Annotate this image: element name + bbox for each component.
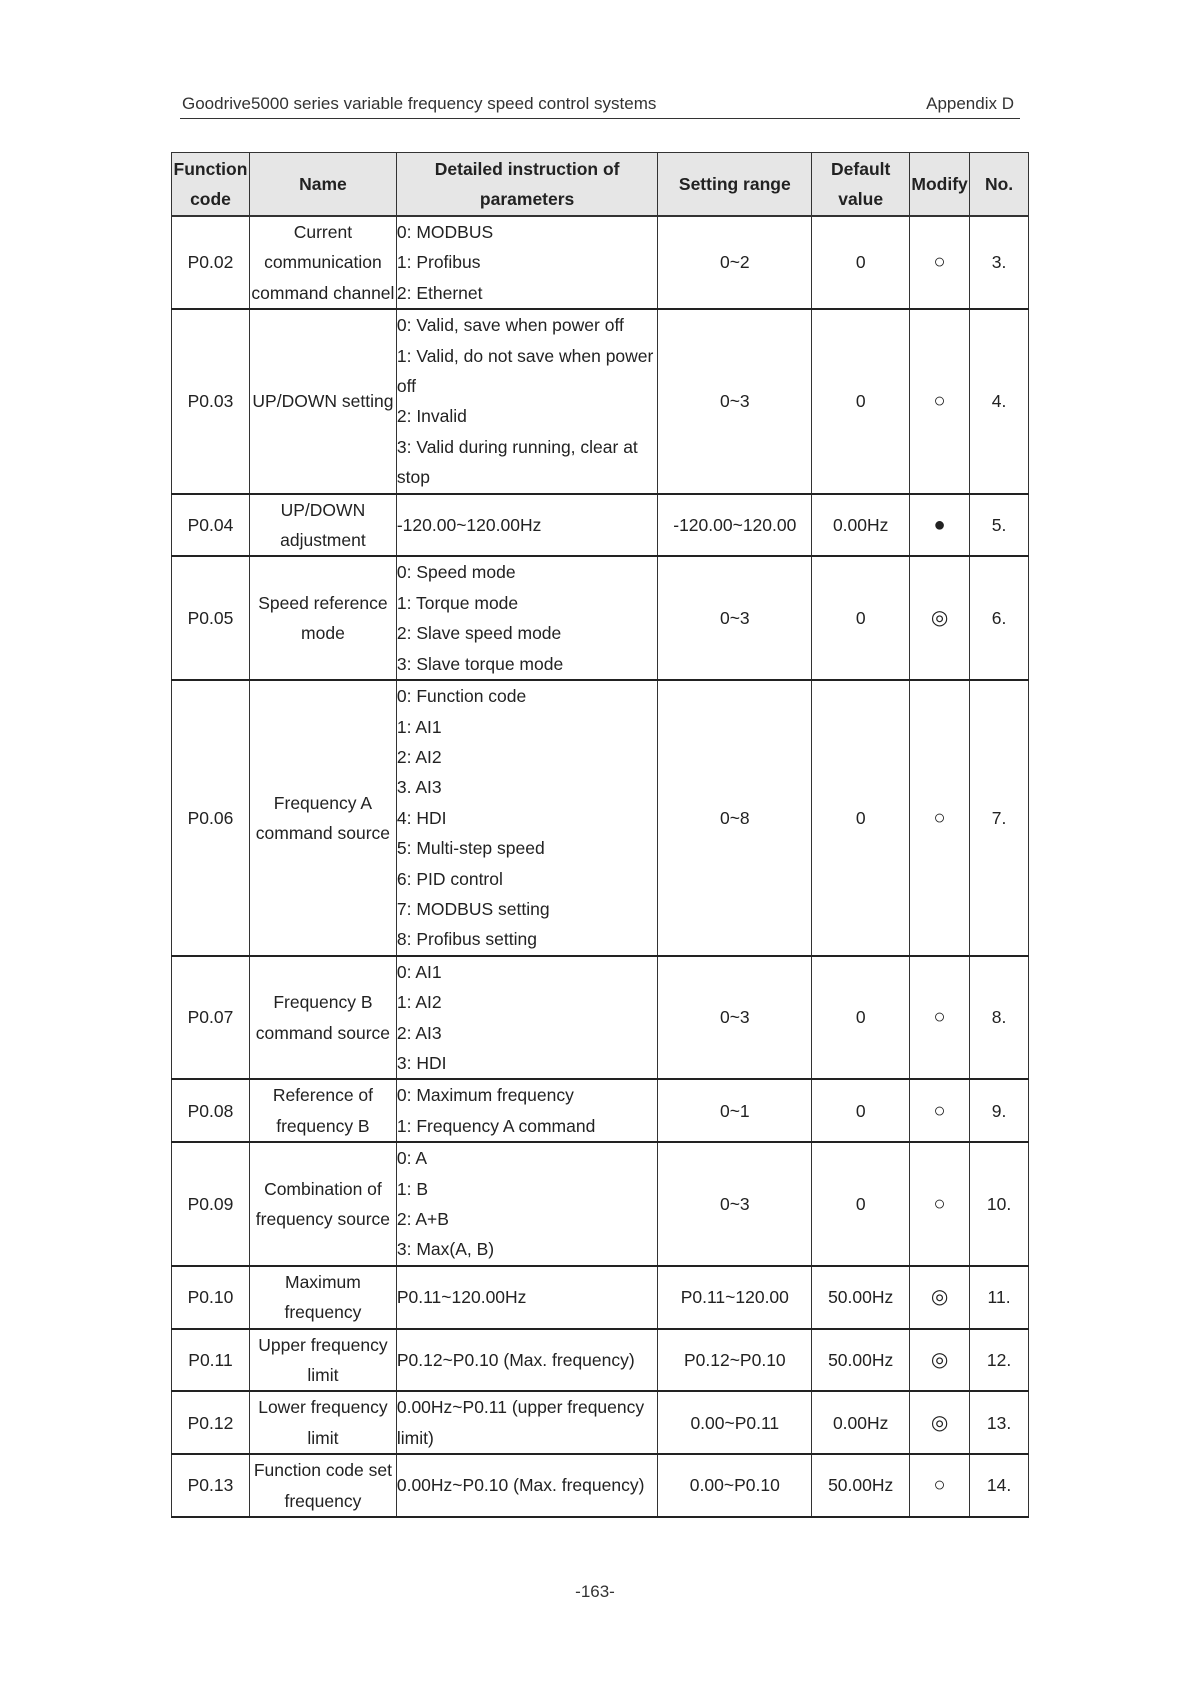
number-cell: 4. — [970, 309, 1029, 493]
detail-option: 3: Valid during running, clear at stop — [396, 436, 638, 488]
default-value-cell: 0 — [812, 1079, 910, 1142]
name-cell: Frequency A command source — [249, 680, 396, 956]
detail-option: 0.00Hz~P0.10 (Max. frequency) — [396, 1475, 645, 1496]
default-value-cell: 0 — [812, 216, 910, 309]
setting-range-cell: 0.00~P0.10 — [658, 1454, 812, 1517]
detail-option: 3: Slave torque mode — [396, 653, 564, 674]
detail-cell — [396, 556, 658, 680]
default-value-cell: 50.00Hz — [812, 1266, 910, 1329]
table-row — [172, 1142, 1029, 1266]
table-row — [172, 1079, 1029, 1142]
detail-cell — [396, 1142, 658, 1266]
detail-option: 7: MODBUS setting — [396, 898, 550, 919]
number-cell: 6. — [970, 556, 1029, 680]
name-cell: Lower frequency limit — [249, 1391, 396, 1454]
name-cell: Function code set frequency — [249, 1454, 396, 1517]
modify-cell — [910, 956, 970, 1080]
function-code-cell: P0.07 — [172, 956, 250, 1080]
modify-cell — [910, 556, 970, 680]
modify-symbol-icon: ○ — [933, 1192, 946, 1215]
default-value-cell: 50.00Hz — [812, 1454, 910, 1517]
detail-option: 1: Profibus — [396, 252, 481, 273]
detail-cell — [396, 1266, 658, 1329]
detail-option: 3. AI3 — [396, 777, 442, 798]
detail-option: 1: AI2 — [396, 992, 442, 1013]
col-header-detail: Detailed instruction of parameters — [396, 153, 658, 217]
detail-cell — [396, 1079, 658, 1142]
number-cell: 8. — [970, 956, 1029, 1080]
name-cell: Speed reference mode — [249, 556, 396, 680]
detail-option: 0: Maximum frequency — [396, 1085, 574, 1106]
modify-cell — [910, 1266, 970, 1329]
detail-option: 1: B — [396, 1178, 428, 1199]
number-cell: 13. — [970, 1391, 1029, 1454]
name-cell: Current communication command channel — [249, 216, 396, 309]
detail-option: 2: AI3 — [396, 1022, 442, 1043]
modify-symbol-icon: ○ — [933, 251, 946, 274]
detail-cell — [396, 309, 658, 493]
setting-range-cell: -120.00~120.00 — [658, 494, 812, 557]
detail-option: 1: Frequency A command — [396, 1115, 596, 1136]
modify-symbol-icon: ◎ — [930, 1348, 949, 1371]
detail-option: 1: AI1 — [396, 716, 442, 737]
number-cell: 7. — [970, 680, 1029, 956]
setting-range-cell: P0.11~120.00 — [658, 1266, 812, 1329]
number-cell: 3. — [970, 216, 1029, 309]
detail-option: 2: A+B — [396, 1209, 449, 1229]
modify-symbol-icon: ● — [933, 513, 946, 536]
detail-option: 4: HDI — [396, 807, 447, 828]
default-value-cell: 0.00Hz — [812, 1391, 910, 1454]
detail-option: 6: PID control — [396, 868, 503, 889]
detail-cell — [396, 956, 658, 1080]
header-title: Goodrive5000 series variable frequency speed control systems — [182, 94, 657, 113]
name-cell: Frequency B command source — [249, 956, 396, 1080]
table-row — [172, 1391, 1029, 1454]
setting-range-cell: 0~3 — [658, 1142, 812, 1266]
function-code-cell: P0.12 — [172, 1391, 250, 1454]
parameter-table — [171, 152, 1029, 1518]
detail-option: 3: HDI — [396, 1052, 447, 1073]
detail-option: 1: Valid, do not save when power off — [396, 345, 654, 397]
detail-option: 0: Speed mode — [396, 562, 516, 583]
name-cell: UP/DOWN setting — [249, 309, 396, 493]
detail-option: P0.12~P0.10 (Max. frequency) — [396, 1349, 635, 1370]
function-code-cell: P0.08 — [172, 1079, 250, 1142]
default-value-cell: 0 — [812, 1142, 910, 1266]
function-code-cell: P0.06 — [172, 680, 250, 956]
modify-cell — [910, 309, 970, 493]
col-header-default: Default value — [812, 153, 910, 217]
name-cell: Combination of frequency source — [249, 1142, 396, 1266]
detail-option: P0.11~120.00Hz — [396, 1287, 527, 1308]
detail-option: 0.00Hz~P0.11 (upper frequency limit) — [396, 1397, 645, 1448]
function-code-cell: P0.04 — [172, 494, 250, 557]
modify-symbol-icon: ○ — [933, 1474, 946, 1497]
detail-option: 8: Profibus setting — [396, 929, 537, 950]
col-header-modify: Modify — [910, 153, 970, 217]
number-cell: 9. — [970, 1079, 1029, 1142]
setting-range-cell: 0~3 — [658, 956, 812, 1080]
number-cell: 12. — [970, 1329, 1029, 1392]
table-row — [172, 680, 1029, 956]
detail-option: 3: Max(A, B) — [396, 1239, 495, 1260]
default-value-cell: 0 — [812, 556, 910, 680]
setting-range-cell: 0~8 — [658, 680, 812, 956]
default-value-cell: 0 — [812, 309, 910, 493]
detail-cell — [396, 680, 658, 956]
detail-option: 0: AI1 — [396, 961, 442, 982]
number-cell: 10. — [970, 1142, 1029, 1266]
col-header-name: Name — [249, 153, 396, 217]
modify-symbol-icon: ◎ — [930, 607, 949, 630]
detail-option: 0: Function code — [396, 686, 527, 707]
detail-option: 2: Invalid — [396, 406, 467, 427]
table-row — [172, 1329, 1029, 1392]
detail-option: 2: Slave speed mode — [396, 623, 562, 644]
function-code-cell: P0.09 — [172, 1142, 250, 1266]
modify-cell — [910, 1079, 970, 1142]
name-cell: Reference of frequency B — [249, 1079, 396, 1142]
setting-range-cell: 0~3 — [658, 309, 812, 493]
modify-cell — [910, 216, 970, 309]
modify-cell — [910, 1391, 970, 1454]
function-code-cell: P0.10 — [172, 1266, 250, 1329]
modify-symbol-icon: ◎ — [930, 1286, 949, 1309]
modify-cell — [910, 1329, 970, 1392]
col-header-range: Setting range — [658, 153, 812, 217]
table-row — [172, 1454, 1029, 1517]
function-code-cell: P0.05 — [172, 556, 250, 680]
function-code-cell: P0.02 — [172, 216, 250, 309]
detail-cell — [396, 1391, 658, 1454]
setting-range-cell: 0~2 — [658, 216, 812, 309]
setting-range-cell: 0~1 — [658, 1079, 812, 1142]
detail-option: 5: Multi-step speed — [396, 838, 545, 859]
detail-option: -120.00~120.00Hz — [396, 514, 542, 535]
name-cell: Upper frequency limit — [249, 1329, 396, 1392]
detail-option: 0: Valid, save when power off — [396, 315, 624, 336]
modify-cell — [910, 680, 970, 956]
modify-cell — [910, 494, 970, 557]
table-row — [172, 956, 1029, 1080]
default-value-cell: 0 — [812, 956, 910, 1080]
detail-cell — [396, 216, 658, 309]
detail-option: 0: A — [396, 1148, 428, 1169]
modify-symbol-icon: ○ — [933, 1006, 946, 1029]
detail-cell — [396, 494, 658, 557]
table-row — [172, 1266, 1029, 1329]
number-cell: 5. — [970, 494, 1029, 557]
table-body — [172, 216, 1029, 1517]
table-row — [172, 216, 1029, 309]
detail-cell — [396, 1454, 658, 1517]
detail-option: 2: AI2 — [396, 746, 442, 767]
number-cell: 14. — [970, 1454, 1029, 1517]
modify-cell — [910, 1142, 970, 1266]
number-cell: 11. — [970, 1266, 1029, 1329]
table-row — [172, 494, 1029, 557]
function-code-cell: P0.13 — [172, 1454, 250, 1517]
col-header-no: No. — [970, 153, 1029, 217]
detail-option: 0: MODBUS — [396, 222, 494, 242]
name-cell: Maximum frequency — [249, 1266, 396, 1329]
modify-symbol-icon: ○ — [933, 806, 946, 829]
function-code-cell: P0.03 — [172, 309, 250, 493]
modify-symbol-icon: ◎ — [930, 1411, 949, 1434]
default-value-cell: 0 — [812, 680, 910, 956]
page-header — [180, 92, 1020, 119]
page-number: -163- — [575, 1582, 615, 1601]
table-row — [172, 309, 1029, 493]
modify-symbol-icon: ○ — [933, 1099, 946, 1122]
col-header-code: Function code — [172, 153, 250, 217]
detail-cell — [396, 1329, 658, 1392]
function-code-cell: P0.11 — [172, 1329, 250, 1392]
setting-range-cell: 0~3 — [658, 556, 812, 680]
modify-cell — [910, 1454, 970, 1517]
table-row — [172, 556, 1029, 680]
detail-option: 2: Ethernet — [396, 282, 483, 303]
modify-symbol-icon: ○ — [933, 390, 946, 413]
table-header-row — [172, 153, 1029, 217]
default-value-cell: 50.00Hz — [812, 1329, 910, 1392]
default-value-cell: 0.00Hz — [812, 494, 910, 557]
setting-range-cell: 0.00~P0.11 — [658, 1391, 812, 1454]
header-appendix: Appendix D — [926, 94, 1014, 113]
setting-range-cell: P0.12~P0.10 — [658, 1329, 812, 1392]
name-cell: UP/DOWN adjustment — [249, 494, 396, 557]
detail-option: 1: Torque mode — [396, 592, 519, 613]
